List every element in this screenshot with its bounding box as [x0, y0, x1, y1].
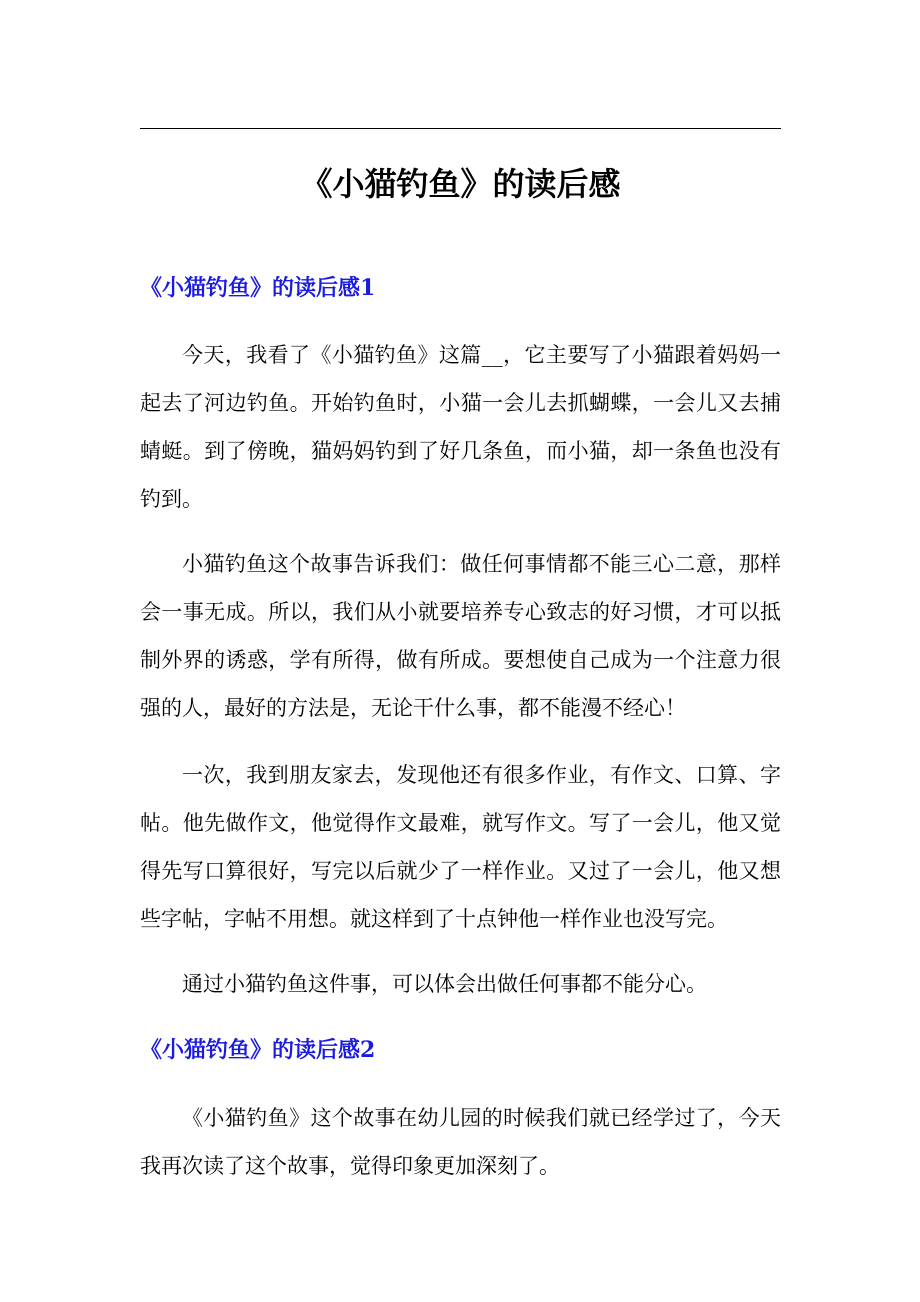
- paragraph: 小猫钓鱼这个故事告诉我们：做任何事情都不能三心二意，那样会一事无成。所以，我们从小就要培养专心致志的好习惯，才可以抵制外界的诱惑，学有所得，做有所成。要想使自己成为一个注意力很强的人，最好的方法是，无论干什么事，都不能漫不经心！: [140, 552, 781, 720]
- paragraph: 《小猫钓鱼》这个故事在幼儿园的时候我们就已经学过了，今天我再次读了这个故事，觉得印象更加深刻了。: [140, 1106, 781, 1178]
- paragraph: 一次，我到朋友家去，发现他还有很多作业，有作文、口算、字帖。他先做作文，他觉得作文最难，就写作文。写了一会儿，他又觉得先写口算很好，写完以后就少了一样作业。又过了一会儿，他又想些字帖，字帖不用想。就这样到了十点钟他一样作业也没写完。: [140, 763, 781, 931]
- page-title: 《小猫钓鱼》的读后感: [300, 165, 621, 203]
- header-rule: [140, 128, 781, 129]
- paragraph: 通过小猫钓鱼这件事，可以体会出做任何事都不能分心。: [182, 972, 707, 996]
- section-heading-1: 《小猫钓鱼》的读后感1: [140, 275, 376, 301]
- section-heading-2: 《小猫钓鱼》的读后感2: [140, 1037, 376, 1063]
- paragraph: 今天，我看了《小猫钓鱼》这篇__，它主要写了小猫跟着妈妈一起去了河边钓鱼。开始钓鱼时，小猫一会儿去抓蝴蝶，一会儿又去捕蜻蜓。到了傍晚，猫妈妈钓到了好几条鱼，而小猫，却一条鱼也没有钓到。: [140, 343, 781, 511]
